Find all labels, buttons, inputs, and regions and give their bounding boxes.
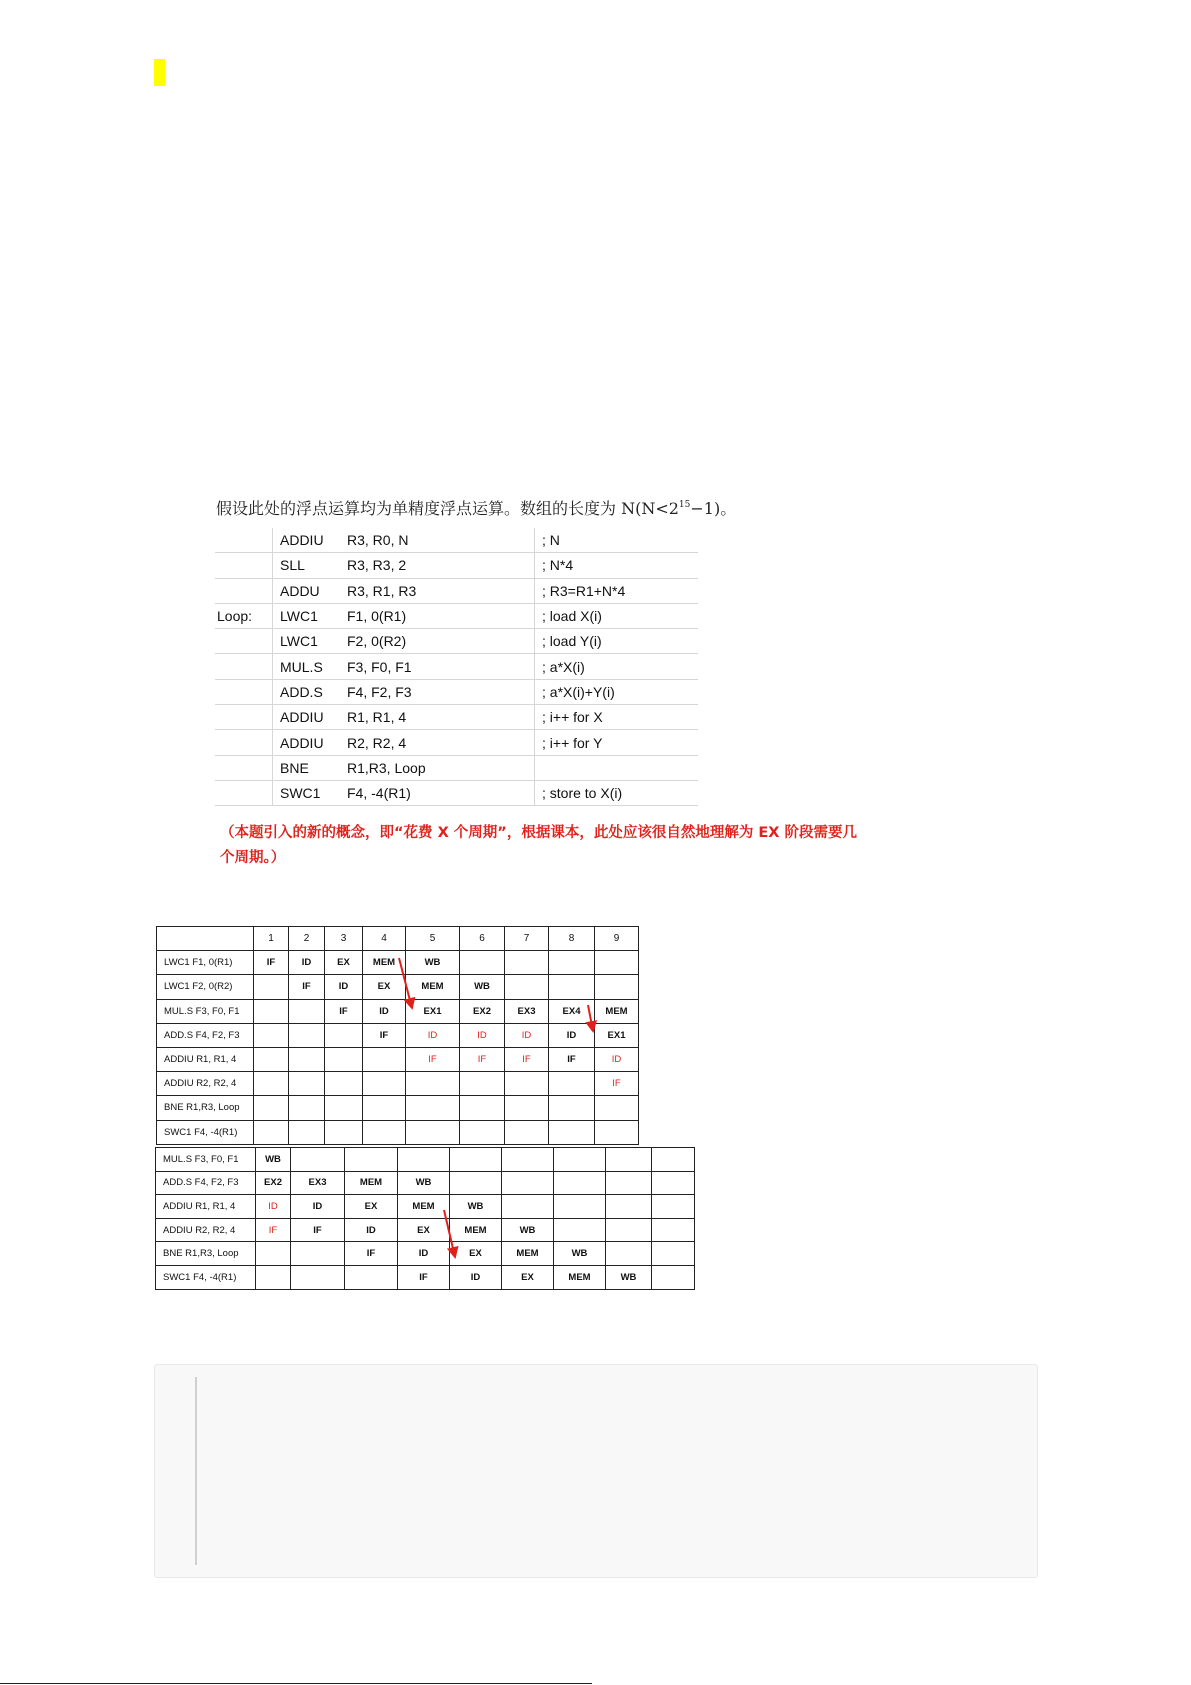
stage-cell: EX	[450, 1242, 502, 1266]
assembly-code-table	[215, 528, 698, 806]
stage-cell	[363, 1072, 406, 1096]
pipeline-table-2	[155, 1147, 695, 1290]
stage-cell: ID	[345, 1218, 398, 1242]
code-label	[215, 553, 273, 578]
stage-cell	[554, 1171, 606, 1195]
stage-cell	[325, 1047, 363, 1071]
stage-cell	[289, 1023, 325, 1047]
code-row	[215, 553, 698, 578]
code-row	[215, 730, 698, 755]
stage-cell	[460, 1072, 505, 1096]
stage-cell: WB	[460, 975, 505, 999]
stage-cell: EX2	[460, 999, 505, 1023]
stage-cell: IF	[549, 1047, 595, 1071]
stage-cell: EX	[345, 1195, 398, 1219]
stage-cell	[256, 1265, 291, 1289]
stage-cell: IF	[595, 1072, 639, 1096]
stage-cell	[254, 999, 289, 1023]
stage-cell	[325, 1120, 363, 1144]
code-label	[215, 780, 273, 805]
stage-cell	[606, 1195, 652, 1219]
instruction-label: LWC1 F1, 0(R1)	[157, 951, 254, 975]
stage-cell	[505, 951, 549, 975]
code-label	[215, 730, 273, 755]
pipeline-row	[157, 951, 639, 975]
stage-cell	[606, 1148, 652, 1172]
stage-cell	[254, 1072, 289, 1096]
stage-cell	[406, 1096, 460, 1120]
stage-cell: WB	[554, 1242, 606, 1266]
stage-cell: IF	[256, 1218, 291, 1242]
pipeline-row	[157, 999, 639, 1023]
footnote-rule	[0, 1683, 592, 1684]
cycle-header: 6	[460, 927, 505, 951]
stage-cell	[406, 1072, 460, 1096]
stage-cell	[554, 1195, 606, 1219]
code-row	[215, 755, 698, 780]
stage-cell	[549, 975, 595, 999]
pipeline-row	[157, 1023, 639, 1047]
stage-cell: IF	[254, 951, 289, 975]
code-ops: R1,R3, Loop	[340, 755, 535, 780]
instruction-label: ADDIU R1, R1, 4	[157, 1047, 254, 1071]
stage-cell: EX2	[256, 1171, 291, 1195]
instruction-label: MUL.S F3, F0, F1	[157, 999, 254, 1023]
code-row	[215, 705, 698, 730]
code-ins: ADDU	[273, 578, 341, 603]
stage-cell: ID	[398, 1242, 450, 1266]
code-label	[215, 755, 273, 780]
stage-cell	[549, 1072, 595, 1096]
stage-cell: WB	[406, 951, 460, 975]
stage-cell: IF	[345, 1242, 398, 1266]
code-row	[215, 603, 698, 628]
stage-cell: EX	[363, 975, 406, 999]
code-comment: ; load Y(i)	[535, 629, 699, 654]
stage-cell: ID	[406, 1023, 460, 1047]
code-ops: F1, 0(R1)	[340, 603, 535, 628]
stage-cell	[325, 1023, 363, 1047]
code-comment: ; N*4	[535, 553, 699, 578]
stage-cell	[505, 1120, 549, 1144]
stage-cell: WB	[450, 1195, 502, 1219]
stage-cell: IF	[460, 1047, 505, 1071]
stage-cell	[595, 951, 639, 975]
stage-cell	[554, 1148, 606, 1172]
cycle-header	[157, 927, 254, 951]
stage-cell: ID	[289, 951, 325, 975]
stage-cell	[554, 1218, 606, 1242]
stage-cell: ID	[549, 1023, 595, 1047]
stage-cell: EX1	[595, 1023, 639, 1047]
stage-cell	[606, 1242, 652, 1266]
stage-cell	[254, 1096, 289, 1120]
stage-cell: EX4	[549, 999, 595, 1023]
pipeline-row	[156, 1242, 695, 1266]
code-ins: SWC1	[273, 780, 341, 805]
code-ins: ADD.S	[273, 679, 341, 704]
stage-cell	[254, 975, 289, 999]
cycle-header: 5	[406, 927, 460, 951]
stage-cell	[345, 1148, 398, 1172]
stage-cell	[505, 975, 549, 999]
code-comment: ; a*X(i)+Y(i)	[535, 679, 699, 704]
pipeline-row	[157, 1072, 639, 1096]
stage-cell: WB	[606, 1265, 652, 1289]
code-row	[215, 578, 698, 603]
code-row	[215, 528, 698, 553]
instruction-label: BNE R1,R3, Loop	[157, 1096, 254, 1120]
code-ins: LWC1	[273, 603, 341, 628]
code-label	[215, 654, 273, 679]
instruction-label: ADDIU R1, R1, 4	[156, 1195, 256, 1219]
stage-cell: ID	[505, 1023, 549, 1047]
instruction-label: ADD.S F4, F2, F3	[156, 1171, 256, 1195]
stage-cell	[502, 1195, 554, 1219]
code-label	[215, 528, 273, 553]
stage-cell	[505, 1096, 549, 1120]
stage-cell	[549, 951, 595, 975]
code-row	[215, 679, 698, 704]
stage-cell: WB	[398, 1171, 450, 1195]
pipeline-row	[157, 1047, 639, 1071]
stage-cell	[460, 1096, 505, 1120]
stage-cell	[363, 1120, 406, 1144]
stage-cell: ID	[291, 1195, 345, 1219]
pipeline-row	[157, 1096, 639, 1120]
stage-cell	[363, 1047, 406, 1071]
stage-cell	[289, 1047, 325, 1071]
code-ops: R3, R1, R3	[340, 578, 535, 603]
stage-cell: IF	[505, 1047, 549, 1071]
stage-cell	[325, 1072, 363, 1096]
stage-cell	[291, 1265, 345, 1289]
code-ins: ADDIU	[273, 705, 341, 730]
stage-cell: EX	[398, 1218, 450, 1242]
code-comment: ; i++ for Y	[535, 730, 699, 755]
pipeline-row	[157, 1120, 639, 1144]
code-ins: SLL	[273, 553, 341, 578]
stage-cell	[398, 1148, 450, 1172]
stage-cell	[289, 1072, 325, 1096]
code-comment: ; a*X(i)	[535, 654, 699, 679]
code-comment: ; load X(i)	[535, 603, 699, 628]
stage-cell: MEM	[406, 975, 460, 999]
stage-cell	[460, 1120, 505, 1144]
stage-cell: EX3	[291, 1171, 345, 1195]
instruction-label: SWC1 F4, -4(R1)	[156, 1265, 256, 1289]
intro-exponent: 15	[678, 500, 691, 510]
stage-cell	[652, 1242, 695, 1266]
stage-cell	[606, 1171, 652, 1195]
code-comment: ; i++ for X	[535, 705, 699, 730]
stage-cell	[406, 1120, 460, 1144]
code-ops: F2, 0(R2)	[340, 629, 535, 654]
stage-cell: MEM	[554, 1265, 606, 1289]
instruction-label: SWC1 F4, -4(R1)	[157, 1120, 254, 1144]
code-label	[215, 578, 273, 603]
code-label	[215, 629, 273, 654]
stage-cell: IF	[398, 1265, 450, 1289]
cycle-header: 2	[289, 927, 325, 951]
stage-cell: ID	[363, 999, 406, 1023]
intro-text: 假设此处的浮点运算均为单精度浮点运算。数组的长度为 N(N<2	[216, 499, 679, 518]
stage-cell: MEM	[363, 951, 406, 975]
instruction-label: MUL.S F3, F0, F1	[156, 1148, 256, 1172]
code-ops: F4, -4(R1)	[340, 780, 535, 805]
stage-cell: ID	[256, 1195, 291, 1219]
code-ins: MUL.S	[273, 654, 341, 679]
stage-cell	[505, 1072, 549, 1096]
stage-cell	[606, 1218, 652, 1242]
code-ins: ADDIU	[273, 730, 341, 755]
stage-cell: EX	[502, 1265, 554, 1289]
instruction-label: LWC1 F2, 0(R2)	[157, 975, 254, 999]
stage-cell	[291, 1148, 345, 1172]
cycle-header: 3	[325, 927, 363, 951]
code-row	[215, 780, 698, 805]
pipeline-row	[156, 1218, 695, 1242]
red-note: （本题引入的新的概念，即“花费 X 个周期”，根据课本，此处应该很自然地理解为 EX 阶段需要几个周期。）	[220, 825, 858, 866]
stage-cell	[289, 999, 325, 1023]
stage-cell: WB	[256, 1148, 291, 1172]
stage-cell: EX3	[505, 999, 549, 1023]
code-ops: R3, R3, 2	[340, 553, 535, 578]
stage-cell	[595, 1120, 639, 1144]
stage-cell: MEM	[398, 1195, 450, 1219]
stage-cell	[502, 1148, 554, 1172]
code-comment: ; N	[535, 528, 699, 553]
code-comment: ; store to X(i)	[535, 780, 699, 805]
stage-cell: IF	[289, 975, 325, 999]
cycle-header: 8	[549, 927, 595, 951]
pipeline-table-1	[156, 926, 639, 1145]
intro-line	[216, 496, 736, 519]
pipeline-row	[156, 1148, 695, 1172]
code-comment: ; R3=R1+N*4	[535, 578, 699, 603]
code-label	[215, 679, 273, 704]
stage-cell	[256, 1242, 291, 1266]
stage-cell	[363, 1096, 406, 1120]
stage-cell: MEM	[345, 1171, 398, 1195]
code-ops: F4, F2, F3	[340, 679, 535, 704]
yellow-highlight-mark	[154, 59, 165, 86]
stage-cell	[549, 1120, 595, 1144]
stage-cell: ID	[595, 1047, 639, 1071]
code-comment	[535, 755, 699, 780]
stage-cell	[345, 1265, 398, 1289]
stage-cell	[450, 1171, 502, 1195]
code-ops: R2, R2, 4	[340, 730, 535, 755]
code-ops: R1, R1, 4	[340, 705, 535, 730]
cycle-header: 4	[363, 927, 406, 951]
cycle-header: 9	[595, 927, 639, 951]
instruction-label: ADD.S F4, F2, F3	[157, 1023, 254, 1047]
stage-cell	[652, 1171, 695, 1195]
stage-cell	[291, 1242, 345, 1266]
stage-cell: ID	[460, 1023, 505, 1047]
answer-box	[154, 1364, 1038, 1578]
code-ins: BNE	[273, 755, 341, 780]
stage-cell	[595, 975, 639, 999]
answer-quote-bar	[195, 1377, 197, 1565]
cycle-header: 1	[254, 927, 289, 951]
code-row	[215, 629, 698, 654]
code-ins: LWC1	[273, 629, 341, 654]
pipeline-row	[156, 1171, 695, 1195]
stage-cell: IF	[325, 999, 363, 1023]
stage-cell	[450, 1148, 502, 1172]
code-ins: ADDIU	[273, 528, 341, 553]
pipeline-row	[157, 975, 639, 999]
instruction-label: BNE R1,R3, Loop	[156, 1242, 256, 1266]
stage-cell	[289, 1120, 325, 1144]
stage-cell	[289, 1096, 325, 1120]
stage-cell	[254, 1023, 289, 1047]
stage-cell	[595, 1096, 639, 1120]
stage-cell: IF	[291, 1218, 345, 1242]
stage-cell: WB	[502, 1218, 554, 1242]
stage-cell: ID	[325, 975, 363, 999]
stage-cell	[652, 1265, 695, 1289]
stage-cell: EX1	[406, 999, 460, 1023]
code-ops: F3, F0, F1	[340, 654, 535, 679]
pipeline-row	[156, 1265, 695, 1289]
pipeline-row	[156, 1195, 695, 1219]
code-label: Loop:	[215, 603, 273, 628]
stage-cell	[652, 1218, 695, 1242]
stage-cell	[254, 1047, 289, 1071]
code-label	[215, 705, 273, 730]
stage-cell	[325, 1096, 363, 1120]
stage-cell	[254, 1120, 289, 1144]
pipeline-header-row	[157, 927, 639, 951]
instruction-label: ADDIU R2, R2, 4	[157, 1072, 254, 1096]
stage-cell	[502, 1171, 554, 1195]
stage-cell	[549, 1096, 595, 1120]
stage-cell: MEM	[502, 1242, 554, 1266]
intro-tail: −1)。	[690, 499, 737, 518]
code-row	[215, 654, 698, 679]
stage-cell: EX	[325, 951, 363, 975]
code-ops: R3, R0, N	[340, 528, 535, 553]
instruction-label: ADDIU R2, R2, 4	[156, 1218, 256, 1242]
stage-cell: IF	[363, 1023, 406, 1047]
cycle-header: 7	[505, 927, 549, 951]
stage-cell	[652, 1195, 695, 1219]
stage-cell: ID	[450, 1265, 502, 1289]
stage-cell: MEM	[595, 999, 639, 1023]
stage-cell: MEM	[450, 1218, 502, 1242]
stage-cell	[652, 1148, 695, 1172]
stage-cell: IF	[406, 1047, 460, 1071]
stage-cell	[460, 951, 505, 975]
